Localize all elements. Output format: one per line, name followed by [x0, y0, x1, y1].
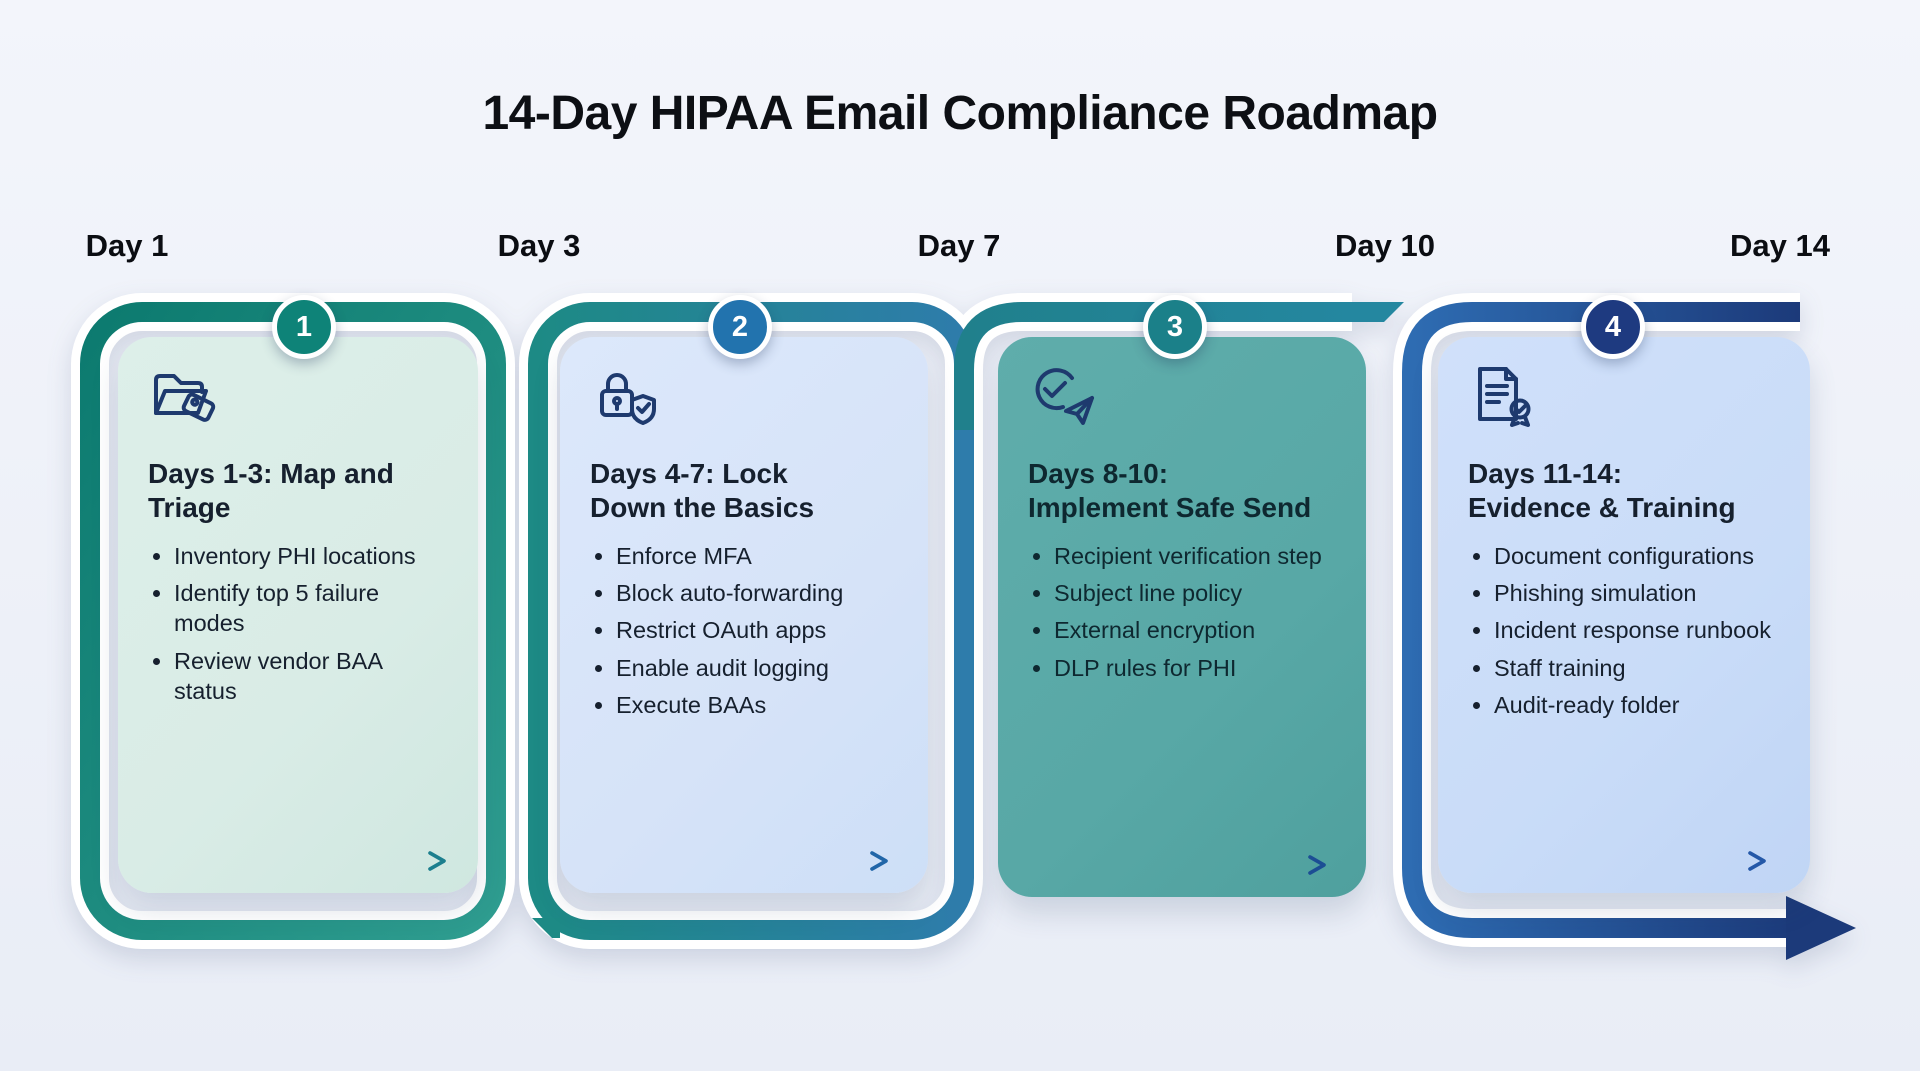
folder-tag-icon [148, 363, 222, 429]
card-title: Days 1-3: Map and Triage [148, 458, 394, 524]
bullet-item: • Enforce MFA [616, 541, 898, 571]
phase-card-1 [118, 337, 478, 893]
card-title: Days 8-10: Implement Safe Send [1028, 458, 1312, 524]
day-label-1: Day 1 [85, 228, 169, 263]
bullet-item: • Recipient verification step [1054, 541, 1336, 571]
day-label-14: Day 14 [1730, 228, 1830, 263]
card-bullet-list [1468, 541, 1780, 719]
card2-border-tail [532, 918, 560, 938]
step-badge-4: 4 [1581, 295, 1645, 359]
card-bullet-list [590, 541, 898, 719]
day-label-10: Day 10 [1335, 228, 1435, 263]
phase-card-4 [1438, 337, 1810, 893]
card-progress-arrow [148, 851, 448, 871]
bullet-item: • Subject line policy [1054, 578, 1336, 608]
bullet-item: • Enable audit logging [616, 653, 898, 683]
bullet-item: • Block auto-forwarding [616, 578, 898, 608]
bullet-item: • Incident response runbook [1494, 615, 1780, 645]
bullet-item: • Phishing simulation [1494, 578, 1780, 608]
step-badge-2: 2 [708, 295, 772, 359]
flow-end-arrowhead-icon [1786, 896, 1856, 960]
bullet-item: • Document configurations [1494, 541, 1780, 571]
bullet-item: • Staff training [1494, 653, 1780, 683]
page-title: 14-Day HIPAA Email Compliance Roadmap [482, 87, 1438, 140]
card-progress-arrow [1468, 851, 1768, 871]
day-label-3: Day 3 [497, 228, 581, 263]
bullet-item: • Identify top 5 failure modes [174, 578, 448, 638]
check-send-icon [1028, 363, 1102, 429]
bullet-item: • Inventory PHI locations [174, 541, 448, 571]
step-badge-3: 3 [1143, 295, 1207, 359]
lock-shield-icon [590, 363, 664, 429]
bullet-item: • Review vendor BAA status [174, 646, 448, 706]
card-title: Days 4-7: Lock Down the Basics [590, 458, 815, 524]
bullet-item: • External encryption [1054, 615, 1336, 645]
document-award-icon [1468, 363, 1542, 429]
phase-card-3 [998, 337, 1366, 897]
card3-band-tip [1352, 302, 1404, 322]
day-label-7: Day 7 [917, 228, 1001, 263]
bullet-item: • Restrict OAuth apps [616, 615, 898, 645]
card-bullet-list [1028, 541, 1336, 682]
card-progress-arrow [590, 851, 890, 871]
card-title: Days 11-14: Evidence & Training [1468, 458, 1736, 524]
bullet-item: • DLP rules for PHI [1054, 653, 1336, 683]
phase-card-2 [560, 337, 928, 893]
step-badge-1: 1 [272, 295, 336, 359]
card-bullet-list [148, 541, 448, 705]
bullet-item: • Execute BAAs [616, 690, 898, 720]
card-progress-arrow [1028, 855, 1328, 875]
bullet-item: • Audit-ready folder [1494, 690, 1780, 720]
